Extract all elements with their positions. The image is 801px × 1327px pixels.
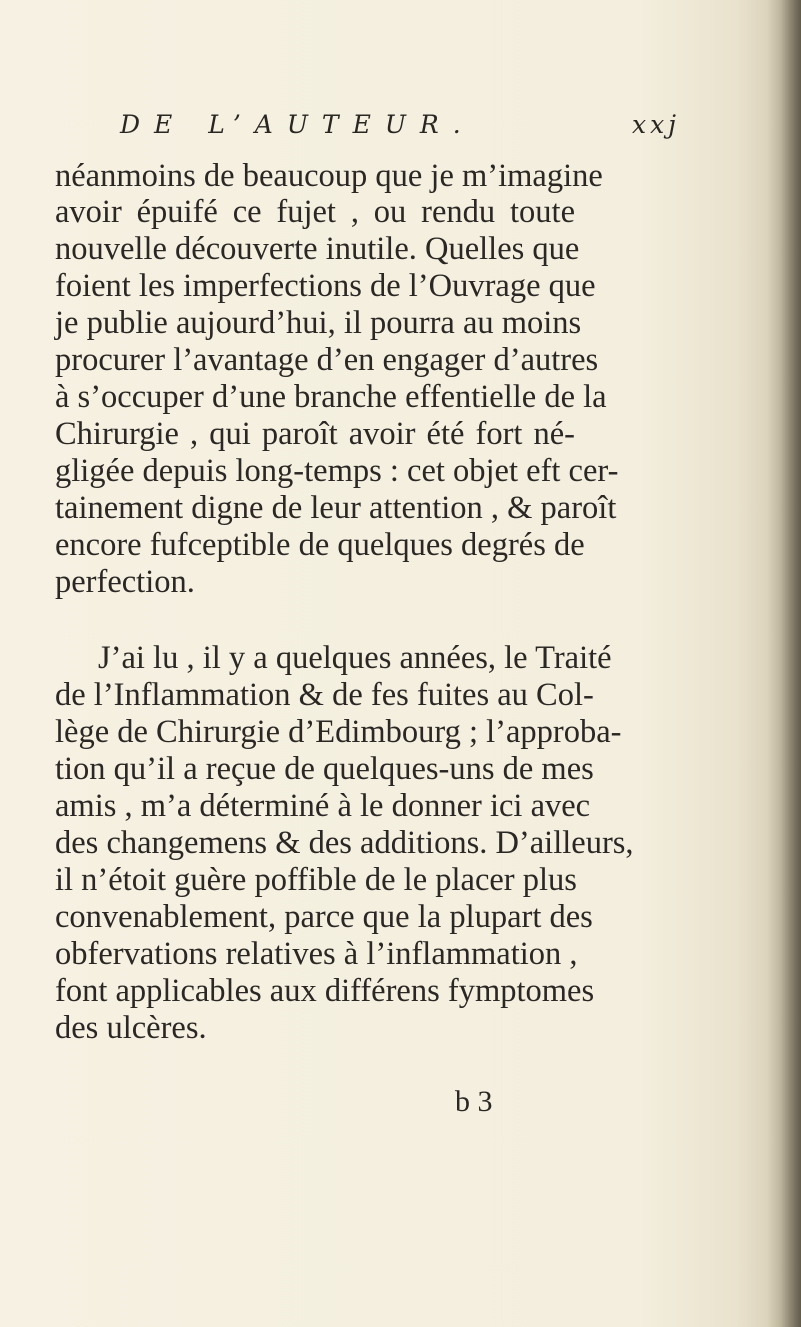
text-line: J’ai lu , il y a quelques années, le Traité [98, 640, 612, 676]
running-title: DE L’AUTEUR. [120, 110, 475, 139]
text-line: obfervations relatives à l’inflammation , [55, 936, 578, 972]
signature-mark: b 3 [455, 1085, 493, 1118]
text-line: des ulcères. [55, 1010, 207, 1046]
text-line: avoir épuifé ce fujet , ou rendu toute [55, 194, 575, 230]
text-line: tainement digne de leur attention , & paroît [55, 490, 617, 526]
text-line: tion qu’il a reçue de quelques-uns de mes [55, 751, 594, 787]
text-line: nouvelle découverte inutile. Quelles que [55, 231, 580, 267]
text-line: convenablement, parce que la plupart des [55, 899, 593, 935]
text-line: de l’Inflammation & de fes fuites au Col- [55, 677, 594, 713]
text-line: néanmoins de beaucoup que je m’imagine [55, 158, 603, 194]
text-line: des changemens & des additions. D’ailleurs, [55, 825, 634, 861]
text-line: perfection. [55, 564, 195, 600]
running-header [120, 110, 680, 150]
text-line: Chirurgie , qui paroît avoir été fort né- [55, 416, 575, 452]
page-number: xxj [632, 110, 680, 139]
text-line: foient les imperfections de l’Ouvrage que [55, 268, 596, 304]
text-line: à s’occuper d’une branche effentielle de la [55, 379, 607, 415]
text-line: il n’étoit guère poffible de le placer plus [55, 862, 577, 898]
text-line: amis , m’a déterminé à le donner ici avec [55, 788, 591, 824]
text-line: procurer l’avantage d’en engager d’autres [55, 342, 599, 378]
text-line: font applicables aux différens fymptomes [55, 973, 595, 1009]
text-line: gligée depuis long-temps : cet objet eft cer- [55, 453, 619, 489]
page-gutter-shadow [767, 0, 801, 1327]
text-line: lège de Chirurgie d’Edimbourg ; l’approba- [55, 714, 622, 750]
text-line: encore fufceptible de quelques degrés de [55, 527, 585, 563]
text-line: je publie aujourd’hui, il pourra au moins [55, 305, 582, 341]
